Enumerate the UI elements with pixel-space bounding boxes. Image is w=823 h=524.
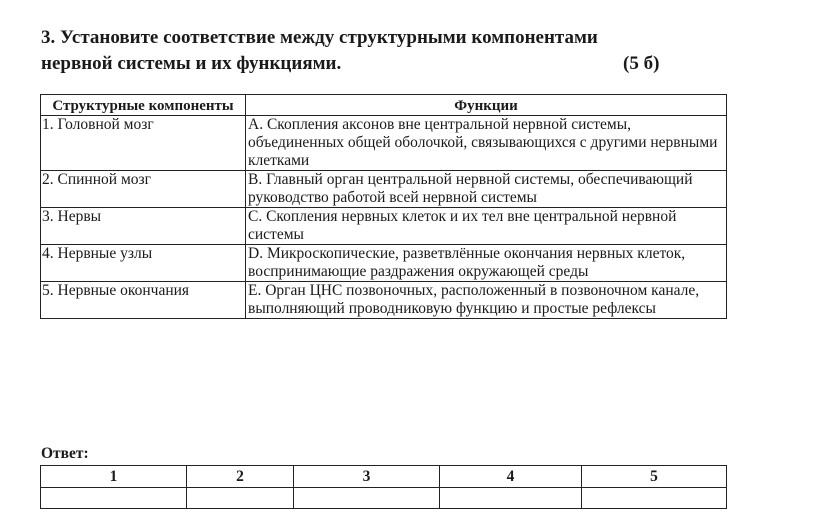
answer-cell-3[interactable] (294, 488, 440, 509)
component-cell: 1. Головной мозг (41, 116, 246, 171)
table-row (41, 245, 727, 282)
function-cell: Е. Орган ЦНС позвоночных, расположенный в позвоночном канале, выполняющий проводниковую функцию и простые рефлексы (246, 282, 727, 319)
answer-cell-1[interactable] (41, 488, 187, 509)
answer-column-1: 1 (41, 466, 187, 488)
answer-cell-5[interactable] (582, 488, 727, 509)
task-points: (5 б) (623, 53, 660, 74)
header-components: Структурные компоненты (41, 95, 246, 116)
answer-column-4: 4 (440, 466, 582, 488)
answer-column-3: 3 (294, 466, 440, 488)
task-heading (41, 25, 721, 77)
component-cell: 3. Нервы (41, 208, 246, 245)
table-row (41, 208, 727, 245)
function-cell: D. Микроскопические, разветвлённые окончания нервных клеток, воспринимающие раздражения окружающей среды (246, 245, 727, 282)
answer-column-2: 2 (187, 466, 294, 488)
function-cell: А. Скопления аксонов вне центральной нервной системы, объединенных общей оболочкой, связывающихся с другими нервными клетками (246, 116, 727, 171)
component-cell: 5. Нервные окончания (41, 282, 246, 319)
answer-cell-2[interactable] (187, 488, 294, 509)
answer-label: Ответ: (41, 445, 89, 462)
answer-header-row (41, 466, 727, 488)
table-row (41, 282, 727, 319)
table-row (41, 171, 727, 208)
matching-table (40, 94, 727, 319)
task-title-line-2: нервной системы и их функциями. (41, 53, 342, 74)
answer-input-row (41, 488, 727, 509)
table-row (41, 116, 727, 171)
component-cell: 4. Нервные узлы (41, 245, 246, 282)
header-functions: Функции (246, 95, 727, 116)
component-cell: 2. Спинной мозг (41, 171, 246, 208)
task-title-line-1: 3. Установите соответствие между структурными компонентами (41, 27, 598, 48)
answer-cell-4[interactable] (440, 488, 582, 509)
function-cell: В. Главный орган центральной нервной системы, обеспечивающий руководство работой всей нервной системы (246, 171, 727, 208)
answer-table (40, 465, 727, 509)
function-cell: С. Скопления нервных клеток и их тел вне центральной нервной системы (246, 208, 727, 245)
answer-column-5: 5 (582, 466, 727, 488)
matching-table-header-row (41, 95, 727, 116)
